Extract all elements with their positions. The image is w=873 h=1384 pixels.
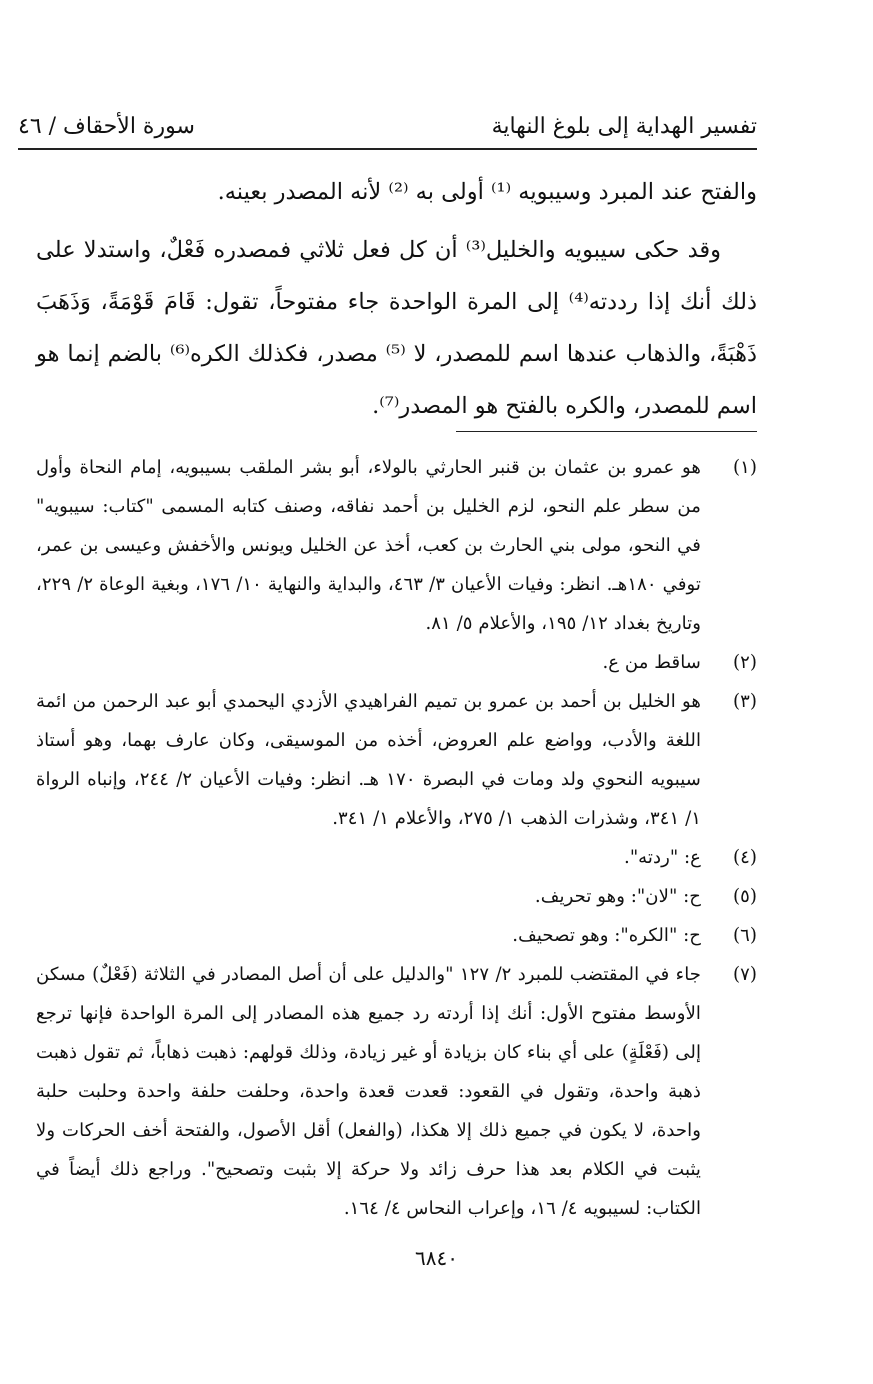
main-text [36, 166, 757, 432]
footnote-text: ح: "الكره": وهو تصحيف. [512, 925, 701, 946]
footnote-text: ح: "لان": وهو تحريف. [534, 886, 701, 907]
page-header [18, 104, 757, 148]
footnote-number: (٤) [733, 847, 757, 868]
footnote-6 [36, 916, 757, 955]
footnote-number: (١) [733, 457, 757, 478]
footnote-text: هو عمرو بن عثمان بن قنبر الحارثي بالولاء، أبو بشر الملقب بسيبويه، إمام النحاة وأول من سطر علم النحو، لزم الخليل بن أحمد نفاقه، وصنف كتابه المسمى "كتاب: سيبويه" في النحو، مولى بني الحارث بن كعب، أخذ عن الخليل ويونس والأخفش وعيسى بن عمر، توفي ١٨٠هـ. انظر: وفيات الأعيان ٣/ ٤٦٣، والبداية والنهاية ١٠/ ١٧٦، وبغية الوعاة ٢/ ٢٢٩، وتاريخ بغداد ١٢/ ١٩٥، والأعلام ٥/ ٨١. [36, 457, 701, 634]
page-number: ٦٨٤٠ [415, 1246, 458, 1270]
footnote-1 [36, 448, 757, 643]
footnote-number: (٢) [733, 652, 757, 673]
footnote-text: جاء في المقتضب للمبرد ٢/ ١٢٧ "والدليل على أن أصل المصادر في الثلاثة (فَعْلٌ) مسكن الأوسط مفتوح الأول: أنك إذا أردته رد جميع هذه المصادر إلى المرة الواحدة فإنها ترجع إلى (فَعْلَةٍ) على أي بناء كان بزيادة أو غير زيادة، وذلك قولهم: ذهبت ذهاباً، ثم تقول ذهبت ذهبة واحدة، وتقول في القعود: قعدت قعدة واحدة، وحلفت حلفة واحدة وحلبت حلبة واحدة، لا يكون في جميع ذلك إلا هكذا، (والفعل) أقل الأصول، والفتحة أخف الحركات ولا يثبت في الكلام بعد هذا حرف زائد ولا حركة إلا بثبت وتصحيح". وراجع ذلك أيضاً في الكتاب: لسيبويه ٤/ ١٦، وإعراب النحاس ٤/ ١٦٤. [36, 964, 701, 1219]
footnotes [36, 448, 757, 1228]
footnote-text: ع: "ردته". [624, 847, 701, 868]
book-title: تفسير الهداية إلى بلوغ النهاية [491, 113, 757, 139]
paragraph-2: وقد حكى سيبويه والخليل⁽³⁾ أن كل فعل ثلاثي فمصدره فَعْلٌ، واستدلا على ذلك أنك إذا رددته⁽⁴⁾ إلى المرة الواحدة جاء مفتوحاً، تقول: قَامَ قَوْمَةً، وَذَهَبَ ذَهْبَةً، والذهاب عندها اسم للمصدر، لا ⁽⁵⁾ مصدر، فكذلك الكره⁽⁶⁾ بالضم إنما هو اسم للمصدر، والكره بالفتح هو المصدر⁽⁷⁾. [36, 237, 757, 419]
footnote-4 [36, 838, 757, 877]
footnote-7 [36, 955, 757, 1228]
footnote-number: (٥) [733, 886, 757, 907]
footnote-3 [36, 682, 757, 838]
surah-info: سورة الأحقاف / ٤٦ [18, 113, 195, 139]
footnote-number: (٧) [733, 964, 757, 985]
paragraph-1: والفتح عند المبرد وسيبويه ⁽¹⁾ أولى به ⁽²⁾ لأنه المصدر بعينه. [217, 179, 757, 205]
footnote-text: هو الخليل بن أحمد بن عمرو بن تميم الفراهيدي الأزدي اليحمدي أبو عبد الرحمن من ائمة اللغة والأدب، وواضع علم العروض، أخذه من الموسيقى، وكان عارف بهما، وهو أستاذ سيبويه النحوي ولد ومات في البصرة ١٧٠ هـ. انظر: وفيات الأعيان ٢/ ٢٤٤، وإنباه الرواة ١/ ٣٤١، وشذرات الذهب ١/ ٢٧٥، والأعلام ١/ ٣٤١. [36, 691, 701, 829]
header-divider [18, 148, 757, 150]
footnote-divider [456, 431, 757, 432]
footnote-5 [36, 877, 757, 916]
footnote-number: (٦) [733, 925, 757, 946]
footnote-2 [36, 643, 757, 682]
footnote-text: ساقط من ع. [602, 652, 701, 673]
footnote-number: (٣) [733, 691, 757, 712]
